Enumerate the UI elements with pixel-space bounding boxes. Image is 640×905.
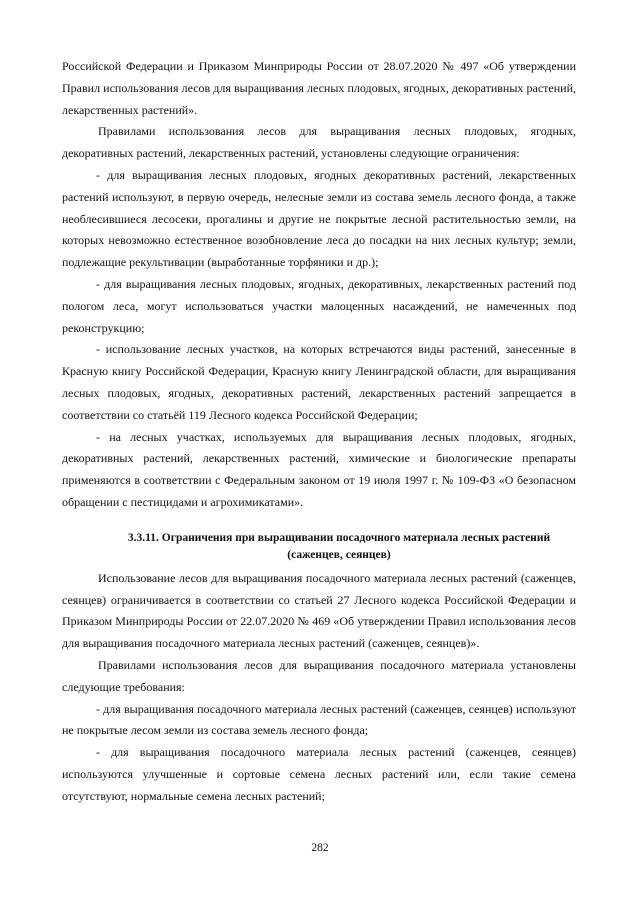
paragraph: - для выращивания лесных плодовых, ягодных декоративных растений, лекарственных растений используют, в первую очередь, нелесные земли из состава земель лесного фонда, а также необлесившиеся лесосеки, прогалины и другие не покрытые лесной растительностью земли, на которых невозможно естественное возобновление леса до посадки на них лесных культур; земли, подлежащие рекультивации (выработанные торфяники и др.); (62, 167, 576, 270)
section-heading-line-1: 3.3.11. Ограничения при выращивании посадочного материала лесных растений (127, 531, 551, 544)
section-heading-line-2: (саженцев, сеянцев) (287, 548, 391, 561)
paragraph: Правилами использования лесов для выращивания лесных плодовых, ягодных, декоративных растений, лекарственных растений, установлены следующие ограничения: (62, 124, 576, 161)
paragraph: - использование лесных участков, на которых встречаются виды растений, занесенные в Красную книгу Российской Федерации, Красную книгу Ленинградской области, для выращивания лесных плодовых, ягодных, декоративных растений, лекарственных растений запрещается в соответствии со статьёй 119 Лесного кодекса Российской Федерации; (62, 342, 576, 422)
paragraph: - для выращивания лесных плодовых, ягодных, декоративных, лекарственных растений под пологом леса, могут использоваться участки малоценных насаждений, не намеченных под реконструкцию; (62, 276, 576, 335)
section-heading (62, 530, 576, 564)
paragraphs-bottom (62, 568, 576, 808)
paragraph: Использование лесов для выращивания посадочного материала лесных растений (саженцев, сеянцев) ограничивается в соответствии со статьей 27 Лесного кодекса Российской Федерации и Приказом Минприроды России от 22.07.2020 № 469 «Об утверждении Правил использования лесов для выращивания посадочного материала лесных растений (саженцев, сеянцев)». (62, 570, 576, 651)
paragraph: Правилами использования лесов для выращивания посадочного материала установлены следующие требования: (62, 657, 576, 694)
paragraphs-top (62, 56, 576, 514)
paragraph: - для выращивания посадочного материала лесных растений (саженцев, сеянцев) используют не покрытые лесом земли из состава земель лесного фонда; (62, 701, 576, 738)
document-body (62, 56, 576, 808)
paragraph: - для выращивания посадочного материала лесных растений (саженцев, сеянцев) используются улучшенные и сортовые семена лесных растений или, если такие семена отсутствуют, нормальные семена лесных растений; (62, 745, 576, 803)
page-number: 282 (311, 842, 329, 854)
paragraph: Российской Федерации и Приказом Минприроды России от 28.07.2020 № 497 «Об утверждении Правил использования лесов для выращивания лесных плодовых, ягодных, декоративных растений, лекарственных растений». (62, 59, 576, 117)
paragraph: - на лесных участках, используемых для выращивания лесных плодовых, ягодных, декоративных растений, лекарственных растений, химические и биологические препараты применяются в соответствии с Федеральным законом от 19 июля 1997 г. № 109-ФЗ «О безопасном обращении с пестицидами и агрохимикатами». (62, 429, 576, 509)
